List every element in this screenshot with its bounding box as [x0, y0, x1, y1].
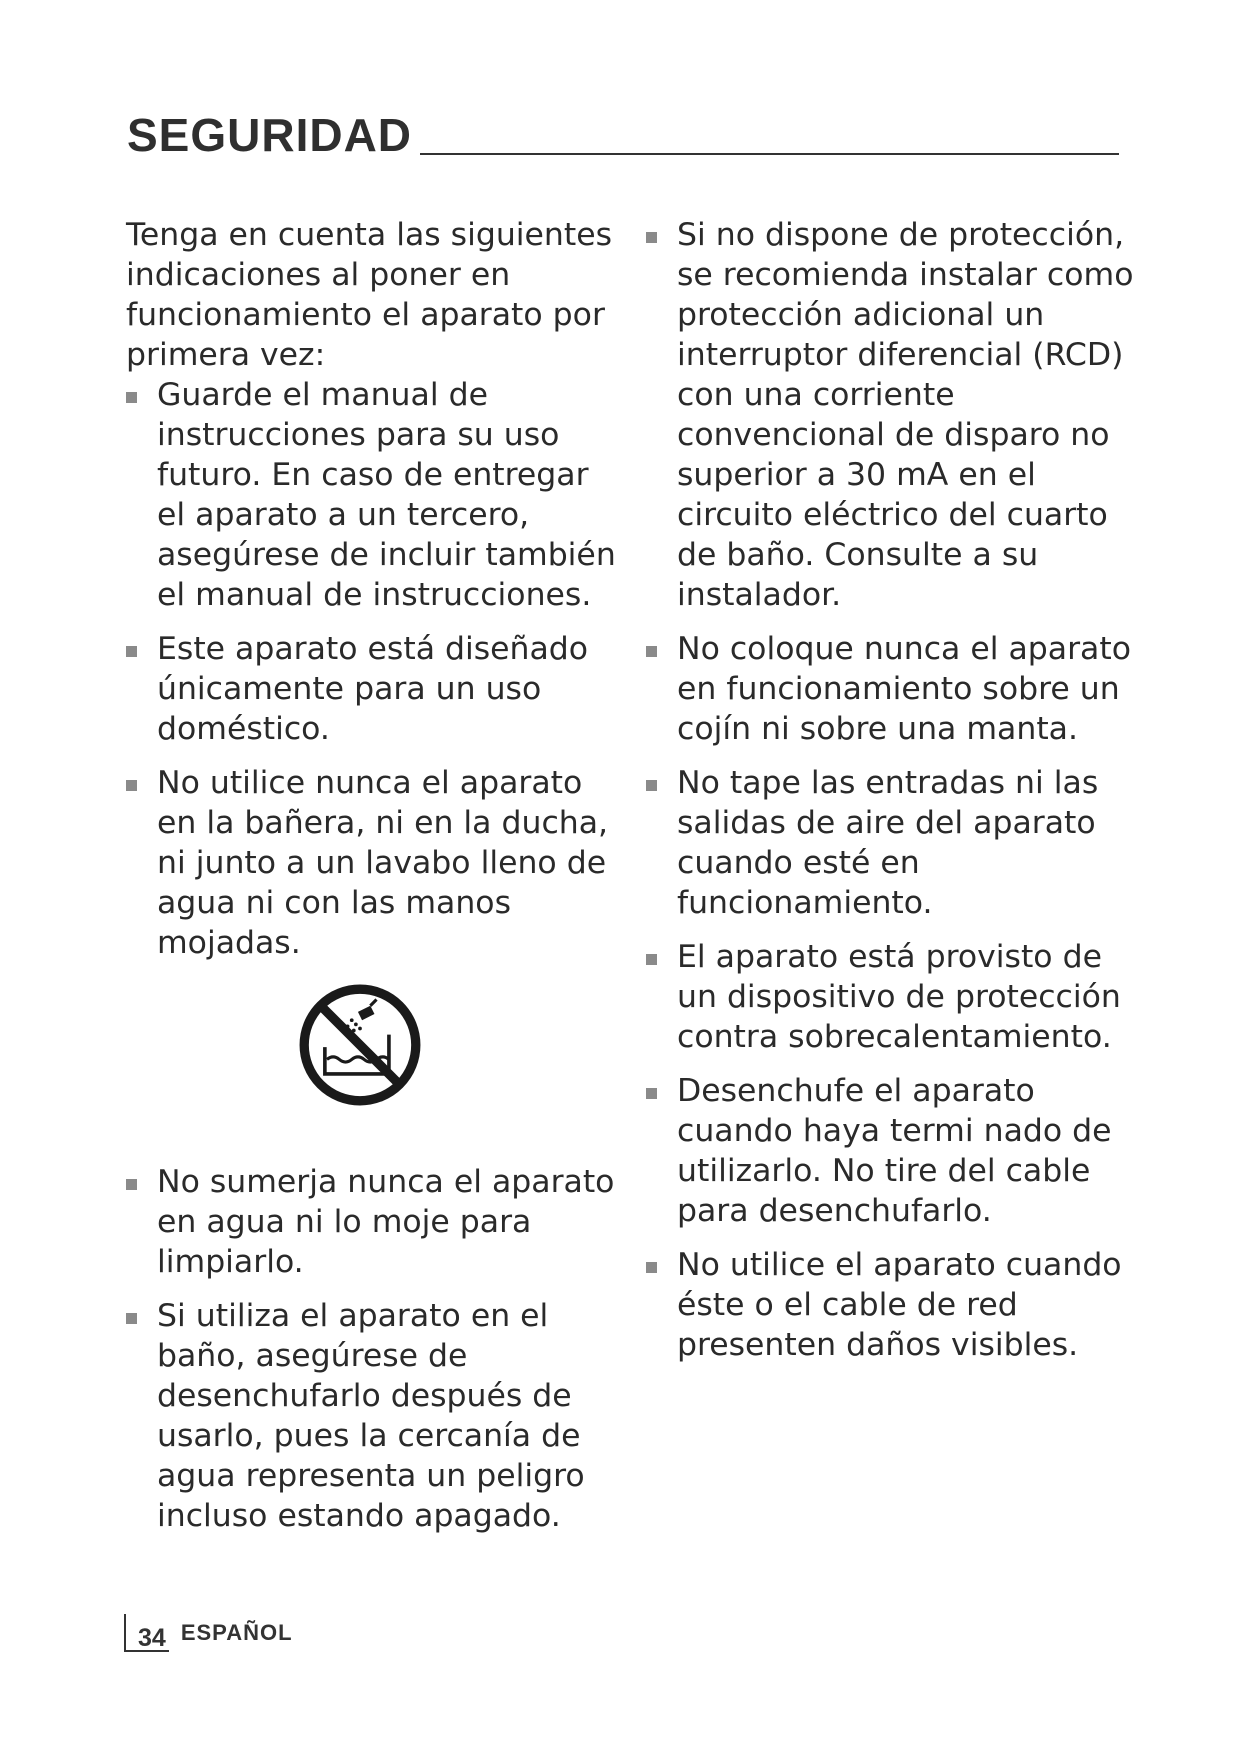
list-item	[646, 1245, 1136, 1365]
list-item-text: No coloque nunca el aparato en funcionamiento sobre un cojín ni sobre una manta.	[677, 631, 1131, 747]
page-footer	[124, 1614, 293, 1652]
list-item	[126, 763, 616, 963]
bullet-square-icon	[646, 646, 657, 657]
bullet-square-icon	[126, 646, 137, 657]
bullet-square-icon	[126, 1313, 137, 1324]
bullet-square-icon	[126, 780, 137, 791]
list-item	[126, 629, 616, 749]
list-item-text: Si utiliza el aparato en el baño, asegúrese de desenchufarlo después de usarlo, pues la cercanía de agua representa un peligro incluso estando apagado.	[157, 1298, 585, 1534]
list-item	[646, 629, 1136, 749]
page-header	[127, 109, 1119, 161]
language-label: ESPAÑOL	[180, 1620, 293, 1645]
no-water-bath-icon	[298, 983, 422, 1107]
right-column	[646, 215, 1136, 1379]
list-item	[646, 763, 1136, 923]
bullet-square-icon	[126, 392, 137, 403]
list-item	[126, 375, 616, 615]
list-item-text: Guarde el manual de instrucciones para su uso futuro. En caso de entregar el aparato a un tercero, asegúrese de incluir también el manual de instrucciones.	[157, 377, 616, 613]
intro-paragraph: Tenga en cuenta las siguientes indicaciones al poner en funcionamiento el aparato por primera vez:	[126, 217, 613, 373]
list-item-text: No utilice nunca el aparato en la bañera, ni en la ducha, ni junto a un lavabo lleno de agua ni con las manos mojadas.	[157, 765, 609, 961]
list-item-text: Si no dispone de protección, se recomienda instalar como protección adicional un interruptor diferencial (RCD) con una corriente convencional de disparo no superior a 30 mA en el circuito eléctrico del cuarto de baño. Consulte a su instalador.	[677, 217, 1134, 613]
bullet-square-icon	[646, 232, 657, 243]
bullet-square-icon	[646, 1088, 657, 1099]
list-item	[126, 1296, 616, 1536]
list-item-text: No tape las entradas ni las salidas de aire del aparato cuando esté en funcionamiento.	[677, 765, 1099, 921]
list-item-text: Desenchufe el aparato cuando haya termi nado de utilizarlo. No tire del cable para desenchufarlo.	[677, 1073, 1112, 1229]
list-item	[646, 215, 1136, 615]
list-item-text: No utilice el aparato cuando éste o el cable de red presenten daños visibles.	[677, 1247, 1122, 1363]
bullet-square-icon	[126, 1179, 137, 1190]
page-number: 34	[124, 1614, 169, 1652]
bullet-square-icon	[646, 780, 657, 791]
title-rule	[420, 153, 1119, 155]
bullet-square-icon	[646, 954, 657, 965]
bullet-square-icon	[646, 1262, 657, 1273]
list-item	[126, 1162, 616, 1282]
list-item	[646, 937, 1136, 1057]
list-item	[646, 1071, 1136, 1231]
left-column	[126, 215, 616, 1550]
list-item-text: Este aparato está diseñado únicamente para un uso doméstico.	[157, 631, 589, 747]
list-item-text: No sumerja nunca el aparato en agua ni lo moje para limpiarlo.	[157, 1164, 615, 1280]
section-title: SEGURIDAD	[127, 109, 413, 161]
warning-sign-area	[126, 977, 616, 1162]
list-item-text: El aparato está provisto de un dispositivo de protección contra sobrecalentamiento.	[677, 939, 1121, 1055]
